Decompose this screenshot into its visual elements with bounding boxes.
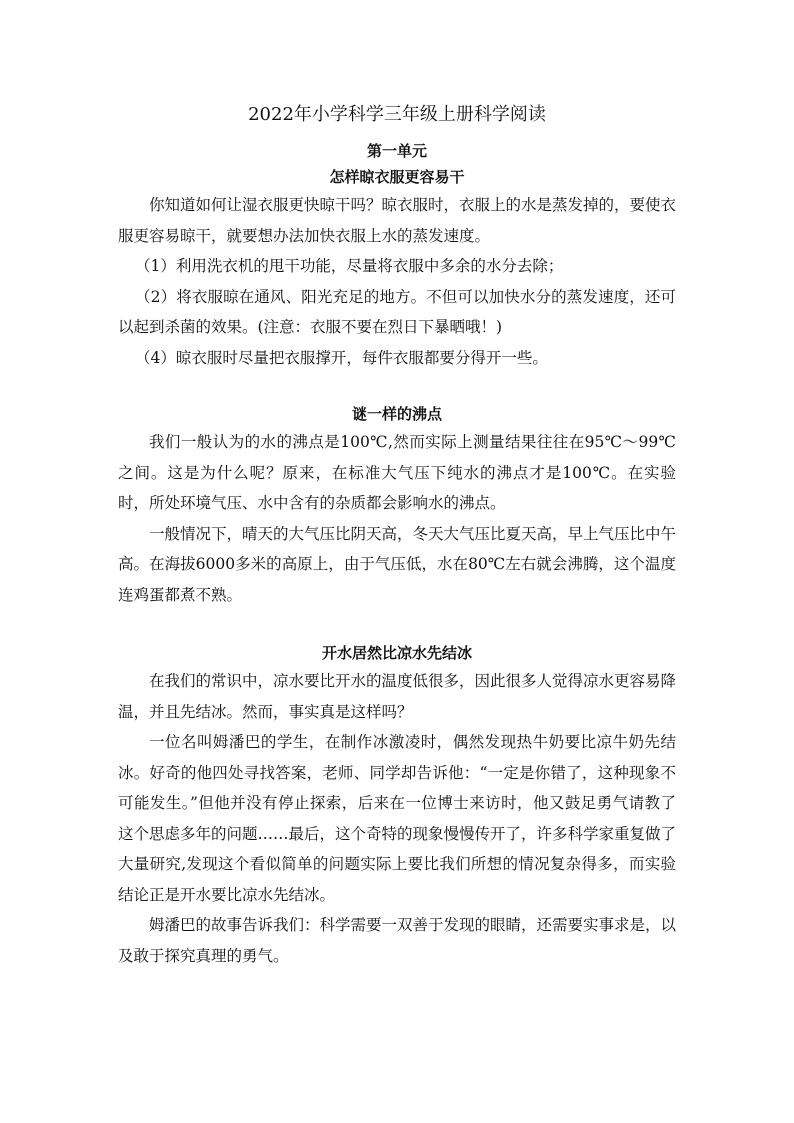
unit-title: 第一单元 xyxy=(366,142,427,160)
paragraph: 一位名叫姆潘巴的学生，在制作冰激凌时，偶然发现热牛奶要比凉牛奶先结冰。好奇的他四处寻找答案，老师、同学却告诉他：“一定是你错了，这种现象不可能发生。”但他并没有停止探索，后来在一位博士来访时，他又鼓足勇气请教了这个思虑多年的问题……最后，这个奇特的现象慢慢传开了，许多科学家重复做了大量研究,发现这个看似简单的问题实际上要比我们所想的情况复杂得多，而实验结论正是开水要比凉水先结冰。 xyxy=(118,733,677,904)
paragraph: 我们一般认为的水的沸点是100℃,然而实际上测量结果往往在95℃～99℃之间。这是为什么呢？原来，在标准大气压下纯水的沸点才是100℃。在实验时，所处环境气压、水中含有的杂质都会影响水的沸点。 xyxy=(118,433,676,512)
paragraph: 一般情况下，晴天的大气压比阴天高，冬天大气压比夏天高，早上气压比中午高。在海拔6000多米的高原上，由于气压低，水在80℃左右就会沸腾，这个温度连鸡蛋都煮不熟。 xyxy=(118,524,677,604)
paragraph: 在我们的常识中，凉水要比开水的温度低很多，因此很多人觉得凉水更容易降温，并且先结冰。然而，事实真是这样吗？ xyxy=(118,672,677,721)
document-title: 2022年小学科学三年级上册科学阅读 xyxy=(248,104,546,125)
section-title: 开水居然比凉水先结冰 xyxy=(321,644,472,662)
section-drying-clothes xyxy=(118,164,676,373)
paragraph: 姆潘巴的故事告诉我们：科学需要一双善于发现的眼睛，还需要实事求是，以及敢于探究真理的勇气。 xyxy=(118,916,677,965)
section-spacer xyxy=(118,610,676,640)
paragraph: 你知道如何让湿衣服更快晾干吗？晾衣服时，衣服上的水是蒸发掉的，要使衣服更容易晾干，就要想办法加快衣服上水的蒸发速度。 xyxy=(118,196,677,245)
list-item: （2）将衣服晾在通风、阳光充足的地方。不但可以加快水分的蒸发速度，还可以起到杀菌的效果。(注意：衣服不要在烈日下暴晒哦！) xyxy=(118,287,676,336)
section-mpemba-effect xyxy=(118,640,676,971)
list-item: （1）利用洗衣机的甩干功能，尽量将衣服中多余的水分去除； xyxy=(135,257,564,275)
section-title: 怎样晾衣服更容易干 xyxy=(329,168,465,186)
section-boiling-point xyxy=(118,401,676,610)
list-item: （4）晾衣服时尽量把衣服撑开，每件衣服都要分得开一些。 xyxy=(135,348,548,367)
section-title: 谜一样的沸点 xyxy=(351,405,442,423)
section-spacer xyxy=(118,373,676,401)
